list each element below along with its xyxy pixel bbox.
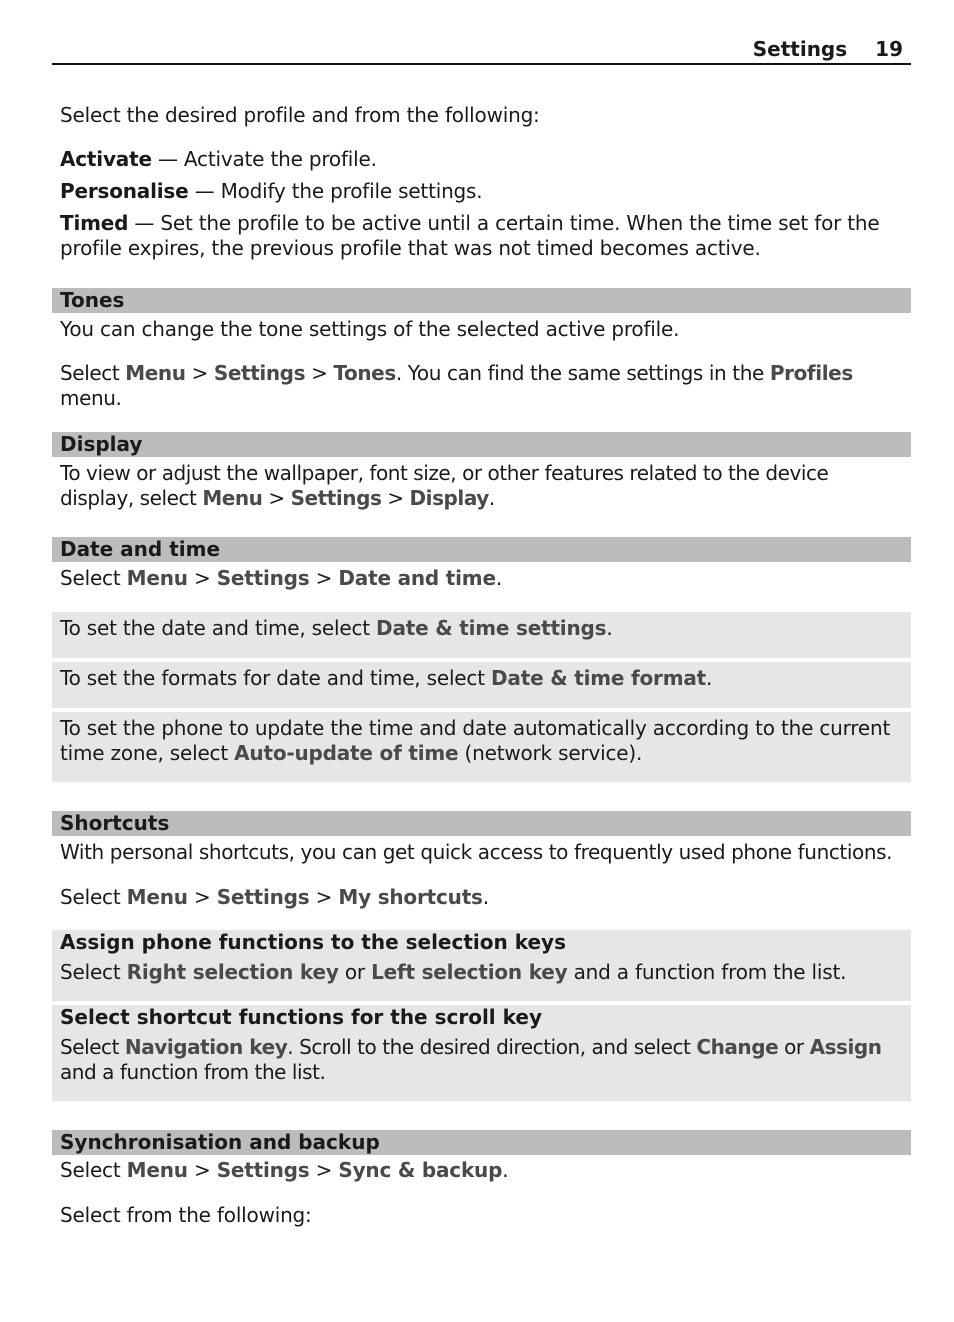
datetime-settings-box: To set the date and time, select Date & time settings. bbox=[52, 612, 911, 658]
scroll-key-title: Select shortcut functions for the scroll key bbox=[60, 1005, 542, 1029]
option-desc: — Activate the profile. bbox=[151, 147, 377, 171]
auto-update-label: Auto-update of time bbox=[234, 741, 459, 765]
running-header bbox=[52, 36, 911, 62]
settings-label: Settings bbox=[213, 361, 306, 385]
sync-backup-label: Sync & backup bbox=[338, 1158, 503, 1182]
selection-keys-text: Select Right selection key or Left selection key and a function from the list. bbox=[60, 960, 847, 984]
display-label: Display bbox=[409, 486, 489, 510]
heading-sync-backup: Synchronisation and backup bbox=[52, 1130, 911, 1155]
left-selection-key-label: Left selection key bbox=[371, 960, 568, 984]
sync-path: Select Menu > Settings > Sync & backup. bbox=[60, 1158, 509, 1182]
menu-label: Menu bbox=[126, 566, 188, 590]
datetime-path: Select Menu > Settings > Date and time. bbox=[60, 566, 502, 590]
page-number: 19 bbox=[875, 37, 903, 61]
option-timed bbox=[52, 211, 911, 261]
heading-shortcuts: Shortcuts bbox=[52, 811, 911, 836]
sync-paragraph: Select from the following: bbox=[60, 1203, 312, 1227]
menu-label: Menu bbox=[125, 361, 186, 385]
option-desc: — Set the profile to be active until a certain time. When the time set for the profile expires, the previous profile that was not timed becomes active. bbox=[60, 211, 880, 260]
option-term: Timed bbox=[60, 211, 129, 235]
tones-path: Select Menu > Settings > Tones. You can find the same settings in the Profiles menu. bbox=[60, 361, 853, 410]
header-rule bbox=[52, 63, 911, 65]
settings-label: Settings bbox=[216, 566, 310, 590]
settings-label: Settings bbox=[216, 1158, 310, 1182]
display-paragraph: To view or adjust the wallpaper, font size, or other features related to the device display, select Menu > Settings > Display. bbox=[60, 461, 829, 510]
scroll-key-text: Select Navigation key. Scroll to the desired direction, and select Change or Assign and a function from the list. bbox=[60, 1035, 882, 1084]
profiles-label: Profiles bbox=[769, 361, 853, 385]
date-and-time-label: Date and time bbox=[338, 566, 496, 590]
right-selection-key-label: Right selection key bbox=[126, 960, 339, 984]
menu-label: Menu bbox=[202, 486, 263, 510]
datetime-format-box: To set the formats for date and time, select Date & time format. bbox=[52, 662, 911, 708]
menu-label: Menu bbox=[126, 1158, 188, 1182]
shortcuts-paragraph: With personal shortcuts, you can get quick access to frequently used phone functions. bbox=[60, 840, 893, 864]
date-time-settings-label: Date & time settings bbox=[376, 616, 607, 640]
change-label: Change bbox=[696, 1035, 779, 1059]
menu-label: Menu bbox=[126, 885, 188, 909]
option-activate bbox=[52, 147, 911, 172]
assign-label: Assign bbox=[809, 1035, 882, 1059]
heading-date-and-time: Date and time bbox=[52, 537, 911, 562]
heading-display: Display bbox=[52, 432, 911, 457]
option-desc: — Modify the profile settings. bbox=[188, 179, 483, 203]
option-personalise bbox=[52, 179, 911, 204]
navigation-key-label: Navigation key bbox=[124, 1035, 288, 1059]
option-term: Activate bbox=[60, 147, 152, 171]
selection-keys-title: Assign phone functions to the selection keys bbox=[60, 930, 566, 954]
date-time-format-label: Date & time format bbox=[491, 666, 706, 690]
option-term: Personalise bbox=[60, 179, 189, 203]
intro-paragraph: Select the desired profile and from the following: bbox=[60, 103, 540, 127]
my-shortcuts-label: My shortcuts bbox=[338, 885, 483, 909]
scroll-key-box bbox=[52, 1005, 911, 1101]
tones-paragraph: You can change the tone settings of the selected active profile. bbox=[60, 317, 680, 341]
settings-label: Settings bbox=[290, 486, 382, 510]
heading-tones: Tones bbox=[52, 288, 911, 313]
selection-keys-box bbox=[52, 930, 911, 1001]
tones-label: Tones bbox=[333, 361, 396, 385]
settings-label: Settings bbox=[216, 885, 310, 909]
shortcuts-path: Select Menu > Settings > My shortcuts. bbox=[60, 885, 489, 909]
auto-update-box: To set the phone to update the time and date automatically according to the current time zone, select Auto-update of time (network service). bbox=[52, 712, 911, 782]
section-title: Settings bbox=[752, 37, 848, 61]
